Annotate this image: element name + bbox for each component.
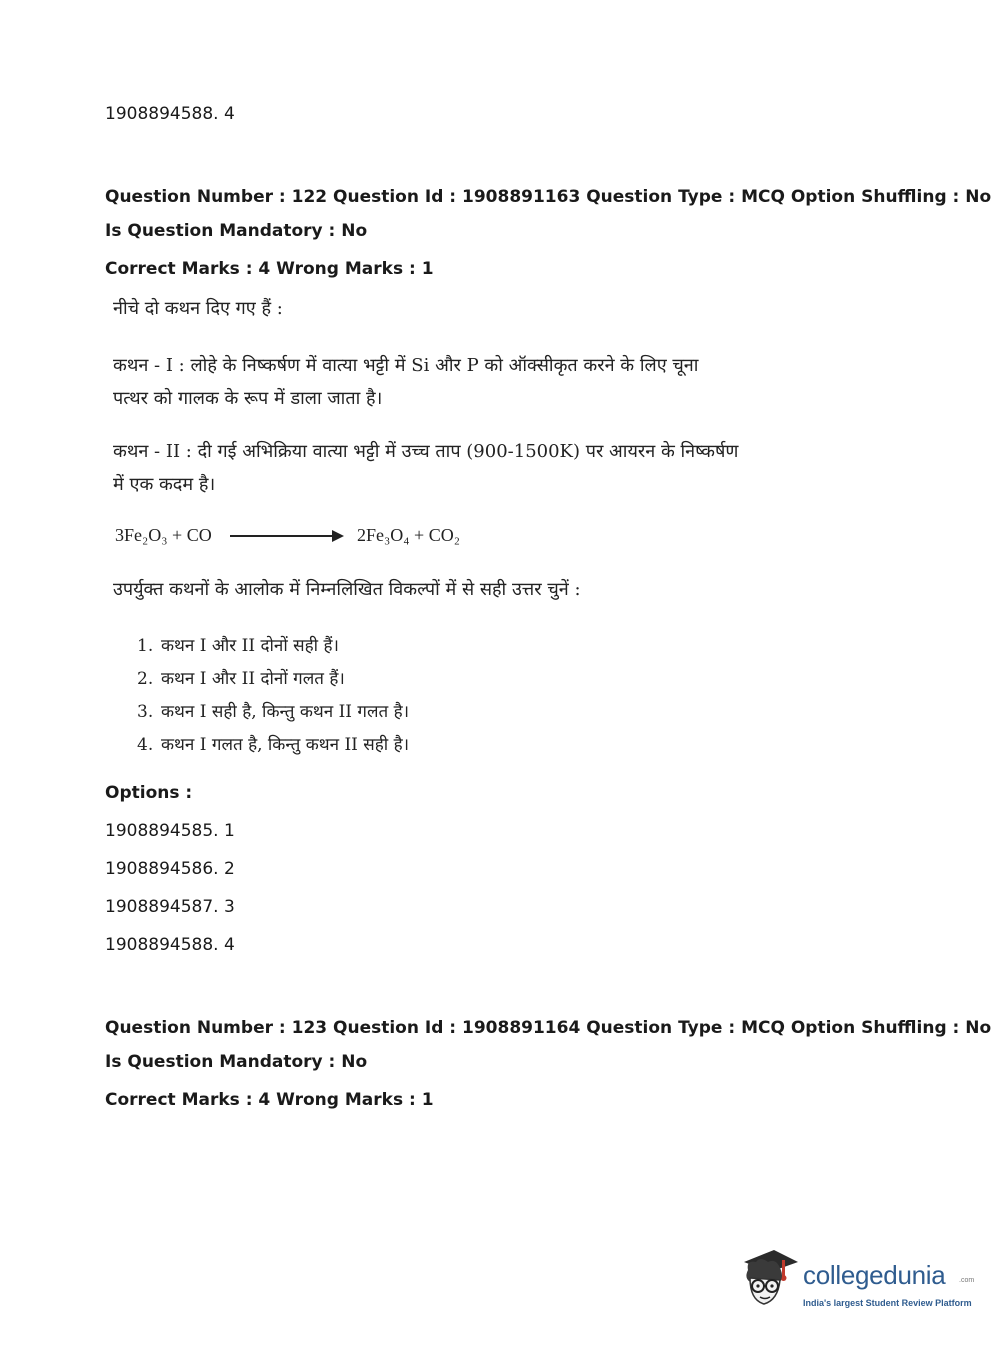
option-id: 1908894587. 3 [105,897,235,917]
statement-2-line-2: में एक कदम है। [113,474,216,495]
question-prompt: उपर्युक्त कथनों के आलोक में निम्नलिखित विकल्पों में से सही उत्तर चुनें : [113,579,581,600]
statement-1-line-1: कथन - I : लोहे के निष्कर्षण में वात्या भट्टी में Si और P को ऑक्सीकृत करने के लिए चूना [113,355,699,376]
choice-text: कथन I और II दोनों गलत हैं। [161,669,345,689]
question-marks: Correct Marks : 4 Wrong Marks : 1 [105,259,434,279]
option-id: 1908894588. 4 [105,935,235,955]
equation-reactants: 3Fe₂O₃ + CO [115,525,212,545]
options-label: Options : [105,783,193,803]
question-header: Question Number : 123 Question Id : 1908891164 Question Type : MCQ Option Shuffling : No [105,1018,992,1038]
choice-text: कथन I सही है, किन्तु कथन II गलत है। [161,702,410,722]
collegedunia-mascot-icon [740,1248,802,1310]
option-id: 1908894586. 2 [105,859,235,879]
option-id: 1908894585. 1 [105,821,235,841]
choice-item [137,699,409,732]
choice-number: 1. [137,636,154,656]
choice-list [137,633,409,765]
choice-item [137,666,409,699]
question-marks: Correct Marks : 4 Wrong Marks : 1 [105,1090,434,1110]
logo-wordmark: collegedunia [803,1260,946,1290]
statement-2-line-1: कथन - II : दी गई अभिक्रिया वात्या भट्टी में उच्च ताप (900-1500K) पर आयरन के निष्कर्षण [113,441,739,462]
choice-number: 2. [137,669,154,689]
choice-item [137,633,409,666]
question-mandatory: Is Question Mandatory : No [105,221,368,241]
choice-number: 3. [137,702,154,722]
question-intro: नीचे दो कथन दिए गए हैं : [113,298,283,319]
choice-item [137,732,409,765]
logo-com: .com [959,1277,975,1284]
question-header: Question Number : 122 Question Id : 1908891163 Question Type : MCQ Option Shuffling : No [105,187,992,207]
choice-text: कथन I और II दोनों सही हैं। [161,636,339,656]
choice-number: 4. [137,735,154,755]
previous-option-text: 1908894588. 4 [105,104,235,124]
reaction-arrow-icon [230,535,340,537]
statement-1-line-2: पत्थर को गालक के रूप में डाला जाता है। [113,388,383,409]
logo-tagline: India's largest Student Review Platform [803,1298,972,1308]
equation-products: 2Fe₃O₄ + CO₂ [357,525,460,545]
choice-text: कथन I गलत है, किन्तु कथन II सही है। [161,735,410,755]
question-mandatory: Is Question Mandatory : No [105,1052,368,1072]
